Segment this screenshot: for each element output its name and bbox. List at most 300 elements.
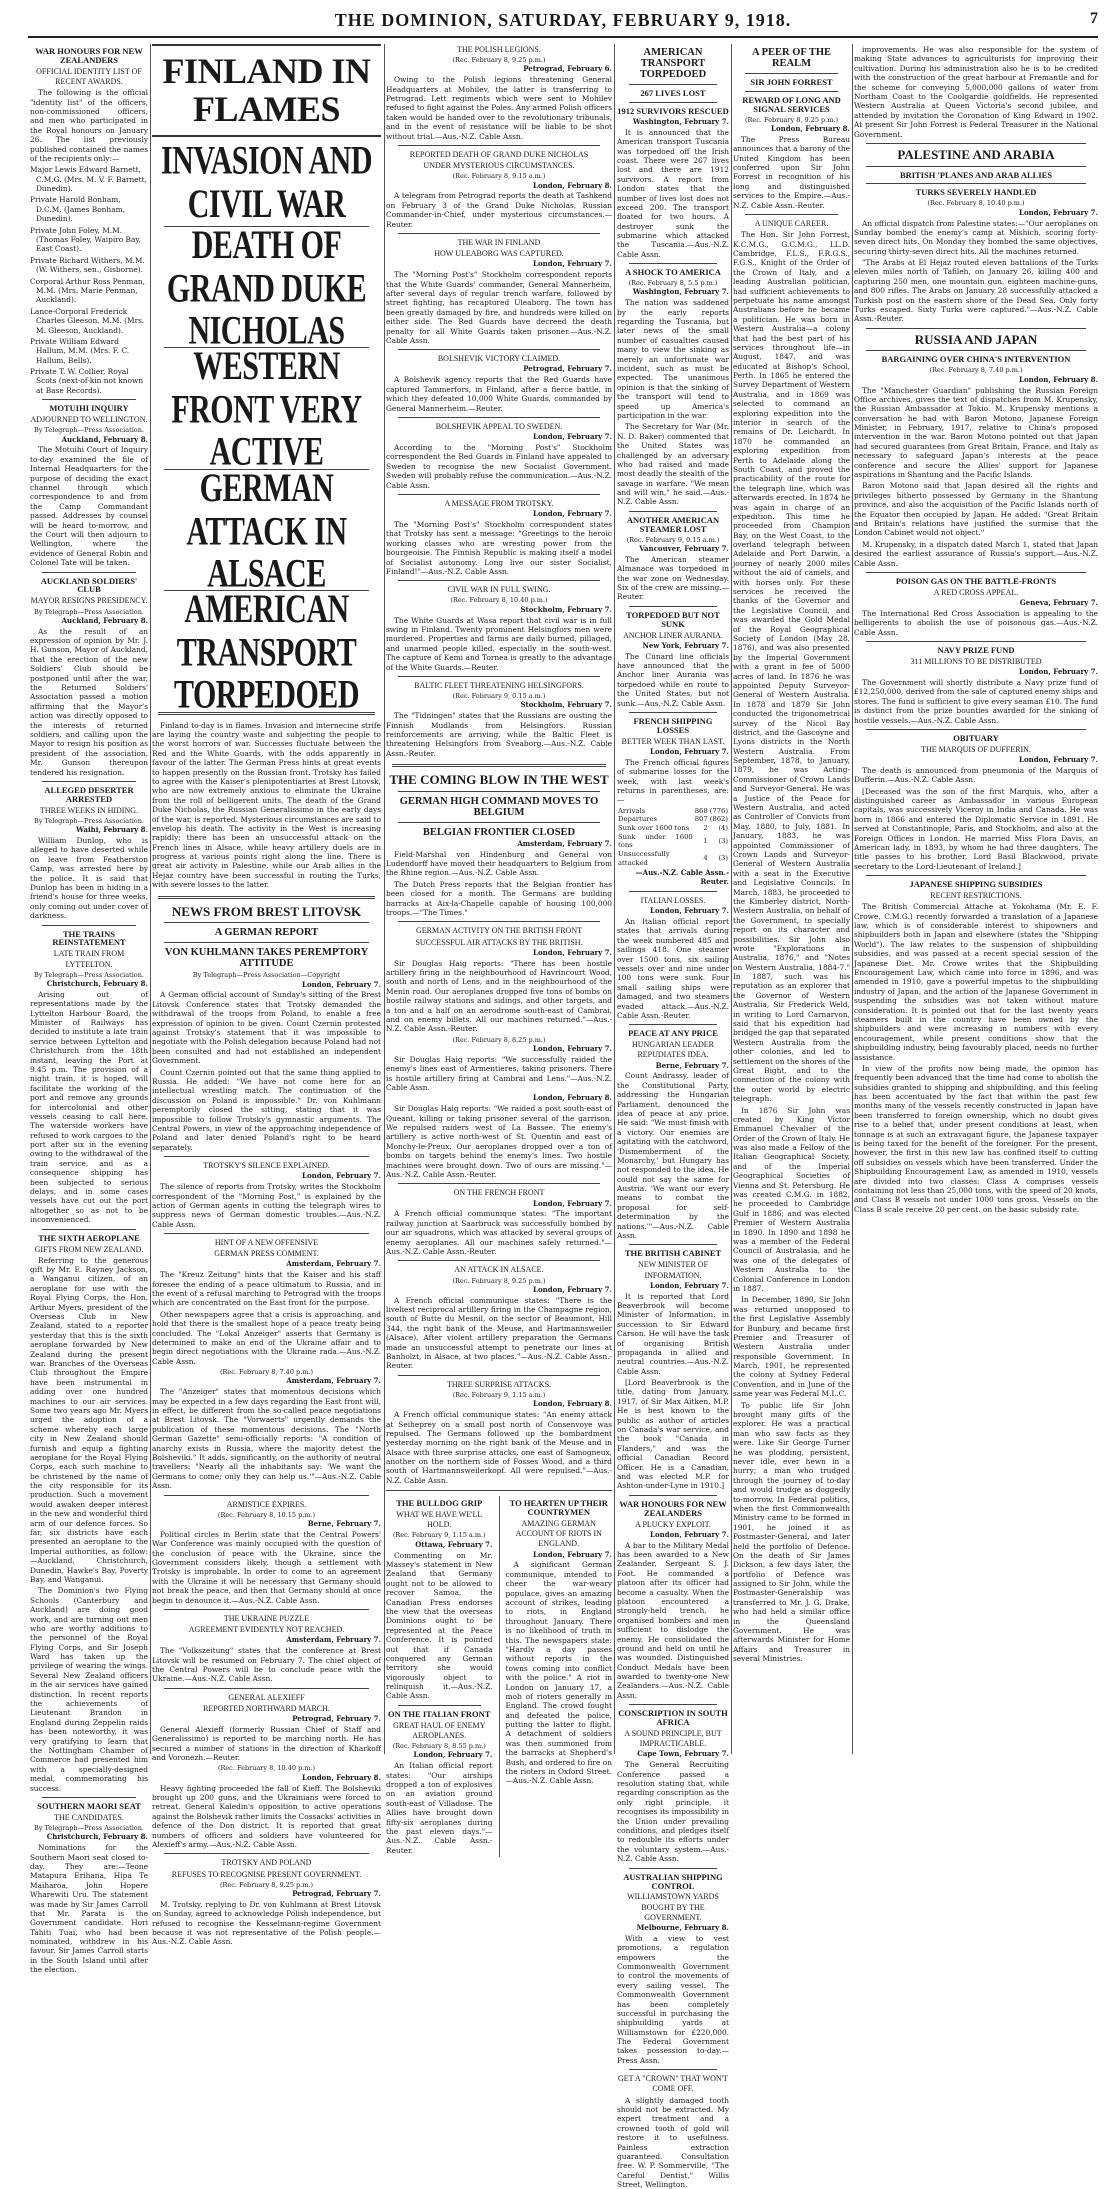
table-cell: 807 (694, 815, 708, 824)
dateline: London, February 7. (650, 1280, 729, 1290)
dateline: London, February 8. (1019, 374, 1098, 384)
article-body: The Motuihi Court of Inquiry to-day examined the file of Internal Headquarters for the purpose of deciding the exact channel through which correspondence to and from the Camp Commandant passed. Addresses by counsel will be heard to-morrow, and the Court will then adjourn to Wellington, where the evidence of General Robin and Colonel Tate will be taken. (30, 445, 148, 568)
divider (629, 2069, 717, 2070)
deck-headline: INVASION AND CIVIL WAR (160, 138, 372, 226)
subheadline: ANCHOR LINER AURANIA. (623, 630, 723, 640)
credit-line: By Telegraph—Press Association. (34, 1824, 144, 1833)
article-body: Owing to the Polish legions threatening General Headquarters at Mohilev, the latter is transferring to Petrograd. Lett regiments which were sent to Mohilev refused to fight against the Poles. Any armed Polish officers taken would be handed over to the revolutionary tribunals, and in the event of resistance will be liable to be shot without trial.—Aus.-N.Z. Cable Assn. (386, 75, 612, 141)
article-body: Nominations for the Southern Maori seat closed to-day. They are:—Teone Matapura Erihana, Hipa Te Maiharoa, John Hopere Wharewiti Uru. The statement was made by Sir James Carroll that Mr. Parata is the Government candidate. Hori Tahiti Tuai, who had been nominated, withdrew in his favour. Sir James Carroll starts in the South Island until after the election. (30, 1843, 148, 1975)
article-steamer-lost (617, 516, 729, 602)
headline: ITALIAN LOSSES. (640, 895, 706, 905)
dateline: Auckland, February 8. (61, 434, 148, 444)
dateline: Amsterdam, February 7. (286, 1376, 381, 1386)
received-line: (Rec. February 8, 5.5 p.m.) (628, 279, 718, 288)
headline: JAPANESE SHIPPING SUBSIDIES (909, 879, 1043, 890)
divider (866, 641, 1086, 642)
subheadline: GREAT HAUL OF ENEMY AEROPLANES. (393, 1720, 486, 1740)
article-aurania (617, 611, 729, 708)
article-palestine-arabia (854, 148, 1098, 324)
table-cell: 868 (694, 806, 708, 815)
headline: REPORTED DEATH OF GRAND DUKE NICHOLAS (409, 150, 589, 160)
subheadline: REFUSES TO RECOGNISE PRESENT GOVERNMENT. (171, 1869, 362, 1879)
article-body: The death is announced from pneumonia of the Marquis of Dufferin.—Aus.-N.Z. Cable Assn. (854, 765, 1098, 785)
subheadline: 311 MILLIONS TO BE DISTRIBUTED (910, 656, 1042, 666)
article-body: According to the "Morning Post's" Stockholm correspondent the Red Guards in Finland have appealed to Sweden to recognise the new Socialist Government. Sweden will probably refuse the communication.—Aus.-N.Z. Cable Assn. (386, 442, 612, 490)
dateline: New York, February 7. (642, 640, 729, 650)
article-body: Count Czernin pointed out that the same thing applied to Russia. He added: "We have not come here for an intellectual wrestling match. The continuation of the discussion on Poland is impossible." Dr. von Kuhlmann peremptorily closed the sitting, stating that it was impossible to follow Trotsky's gymnastic arguments. The Central Powers, in view of the approaching independence of Poland and later denied Poland's right to be heard separately. (152, 1067, 381, 1152)
article-aeroplane (30, 1234, 148, 1793)
honour-entry: Major Lewis Edward Barnett, C.M.G. (Mrs. M. V. F. Barnett, Dunedin). (30, 165, 147, 194)
credit-line: By Telegraph—Press Association. (34, 426, 144, 435)
article-body: William Dunlop, who is alleged to have deserted while on leave from Featherston Camp, was arrested here by the police. It is said that Dunlop has been in hiding in a friend's house for three weeks, only coming out under cover of darkness. (30, 836, 148, 921)
article-body: In December, 1890, Sir John was returned unopposed to the first Legislative Assembly for Bunbury, and became first Premier and Treasurer of Western Australia under responsible Government. In March, 1901, he represented the colony at Sydney Federal Convention, and in June of the same year was Federal M.L.C. (733, 1295, 850, 1399)
article-body: As the result of an expression of opinion by Mr. J. H. Gunson, Mayor of Auckland, that the erection of the new Soldiers' Club should be postponed until after the war, the Returned Soldiers' Association passed a motion affirming that the Mayor's action was directly opposed to the interests of returned soldiers, and calling upon the Mayor to resign his position as president of the association. Mr. Gunson thereupon tendered his resignation. (30, 626, 148, 777)
table-cell: (776) (709, 806, 728, 815)
table-row (617, 833, 729, 850)
headline: THE UKRAINE PUZZLE (223, 1613, 310, 1623)
subheadline: AMAZING GERMAN ACCOUNT OF RIOTS IN ENGLAND. (515, 1519, 602, 1549)
dateline: Amsterdam, February 7. (286, 1259, 381, 1269)
honour-entry: Corporal Arthur Ross Penman, M.M. (Mrs. Marie Penman, Auckland). (30, 276, 145, 305)
table-cell: Departures (618, 815, 657, 824)
article-body: "The Arabs at El Hejaz routed eleven battalions of the Turks eleven miles north of Tafileh, on January 26, killing 400 and capturing 250 men, one mountain gun, eighteen machine-guns, and 800 rifles. The Arabs on January 28 successfully attacked a Turkish post on the eastern shore of the Dead Sea. Only forty Turks escaped. Sixty Turks were captured."—Aus.-N.Z. Cable Assn.-Reuter. (854, 258, 1098, 324)
divider (629, 891, 717, 892)
headline: WAR HONOURS FOR NEW ZEALANDERS (619, 1498, 727, 1518)
article-body: The "Morning Post's" Stockholm correspondent states that Trotsky has sent a message: "Greetings to the heroic working classes who are wresting power from the bourgeoisie. The Finnish Republic is making itself a model of Socialist autonomy. Long live our sister Socialist, Finland!"—Aus.-N.Z. Cable Assn. (386, 519, 612, 576)
article-armistice (152, 1500, 381, 1605)
dateline: London, February 8. (533, 1399, 612, 1409)
dateline: Washington, February 7. (632, 287, 729, 297)
dateline: London, February 7. (1019, 755, 1098, 765)
article-body: General Alexieff (formerly Russian Chief of Staff and Generalissimo) is reported to be marching north. He has secured a number of stations in the direction of Kharkoff and Voronezh.—Reuter. (152, 1724, 381, 1763)
dateline: London, February 8. (533, 180, 612, 190)
article-body: The "Anzeiger" states that momentous decisions which may be expected in a few days regarding the East front will, in effect, be different from the so-called peace negotiations at Brest Litovsk. The "Vorwaerts" urgently demands the publication of these momentous decisions. The "North German Gazette" semi-officially reports: "A condition of anarchy exists in Russia, where the majority detest the Bolsheviki." It adds, significantly, on the authority of neutral travellers: "Nearly all the inhabitants say: 'We want the Germans to come; only they can help us.'"—Aus.-N.Z. Cable Assn. (152, 1387, 381, 1491)
headline: ON THE FRENCH FRONT (453, 1188, 545, 1198)
received-line: (Rec. February 9, 0.15 a.m.) (452, 692, 546, 701)
article-body: Sir Douglas Haig reports: "We raided a post south-east of Queant, killing or taking prisoner several of the garrison. We repulsed raiders west of La Bassee. The enemy's artillery is active north-west of St. Quentin and east of Monchy-le-Preux. Our aeroplanes dropped over a ton of bombs on targets behind the enemy's lines. Two hostile machines were brought down. Two of ours are missing."—Aus.-N.Z. Cable Assn.-Reuter. (386, 1104, 612, 1180)
dateline: Petrograd, February 7. (523, 364, 612, 374)
dateline: Stockholm, February 7. (520, 700, 612, 710)
article-american-transport (617, 47, 729, 259)
dateline: London, February 7. (533, 947, 612, 957)
table-cell: (4) (718, 824, 728, 833)
headline: THREE SURPRISE ATTACKS. (446, 1379, 552, 1389)
article-body: The General Recruiting Conference passed a resolution stating that, while regarding conscription as the only right principle, it recognises its impossibility in the Union under prevailing conditions, and pledges itself to redouble its efforts under the voluntary system.—Aus.-N.Z. Cable Assn. (617, 1760, 729, 1864)
article-shipping-subsidies (854, 880, 1098, 1214)
subheadline: THE MARQUIS OF DUFFERIN. (921, 744, 1031, 754)
article-body: In view of the profits now being made, the opinion has frequently been advanced that the time had come to abolish the subsidies granted to shipping and shipbuilding, and this feeling has been accentuated by the fact that within the past few months many of the vessels recently constructed in Japan have been transferred to foreign ownership, which no doubt gives rise to a belief that, under present conditions at least, when tonnage is at such an extravagant figure, the Japanese taxpayer is being taxed for the benefit of the foreigner. For the present, however, the first in this new law has confined itself to cutting off subsidies on vessels which have been transferred. Under the Shipbuilding Encouragement Law, as amended in 1910, vessels are divided into two classes: Class A comprises vessels containing not less than 25,000 tons, with the speed of 20 knots, and Class B vessels not under 1000 tons gross. Vessels on the Class B scale receive 20 per cent. on the basic subsidy rate. (854, 1063, 1098, 1214)
table-cell: Sunk over 1600 tons (618, 824, 690, 833)
dateline: Berne, February 7. (655, 1060, 729, 1070)
divider (398, 349, 600, 350)
article-body: The silence of reports from Trotsky, writes the Stockholm correspondent of the "Morning Post," is explained by the action of German agents in cutting the telegraph wires to suppress news of German domestic troubles.—Aus.-N.Z. Cable Assn. (152, 1182, 381, 1229)
ad-headline: GET A "CROWN" THAT WON'T COME OFF. (617, 2074, 729, 2094)
table-cell: 4 (703, 854, 708, 863)
table-cell: (3) (718, 854, 728, 863)
article-body: Heavy fighting proceeded the fall of Kieff. The Bolsheviki brought up 200 guns, and the Ukrainians were forced to retreat. General Kaledin's opposition to active operations against the Bolshevik rather limits the Cossacks' activities in defence of the Don district. It is reported that great numbers of officers and soldiers have volunteered for Alexieff's army.—Aus.-N.Z. Cable Assn. (152, 1783, 381, 1849)
article-body: [Deceased was the son of the first Marquis, who, after a distinguished career as Ambassador in various European capitals, was successively Viceroy in India and Canada. He was born in 1866 and entered the Diplomatic Service in 1891. He served at Constantinople, Paris, and Stockholm, and also at the Foreign Offices in London. He married Miss Flora Davis, an American lady, in 1893, by whom he had three daughters. The title passes to his brother, Lord Basil Blackwood, private secretary to the Lord-Lieutenant of Ireland.] (854, 786, 1098, 871)
headline: ALLEGED DESERTER ARRESTED (44, 784, 134, 804)
divider (745, 73, 838, 74)
dateline: Christchurch, February 8. (46, 978, 148, 988)
article-peer-realm (733, 47, 850, 210)
divider (164, 942, 369, 943)
subheadline: ADJOURNED TO WELLINGTON. (30, 415, 148, 425)
divider (398, 921, 600, 922)
divider (629, 1868, 717, 1869)
subheadline: A RED CROSS APPEAL. (933, 587, 1019, 597)
subheadline: A PLUCKY EXPLOIT. (635, 1519, 711, 1529)
headline: OBITUARY (953, 732, 999, 743)
article-body: A French official communique states: "An enemy attack at Seiheprey on a small post north of Consenvoye was repulsed. The Germans followed up the bombardment yesterday morning on the right bank of the Meuse and in Alsace with three surprise attacks, one east of Samogneux, another on the northern side of Fosses Wood, and a third south of Hartmannsweilerkopf. All were repulsed."—Aus.-N.Z. Cable Assn. (386, 1410, 612, 1485)
article-hearten-countrymen (506, 1499, 613, 1786)
headline: NAVY PRIZE FUND (937, 645, 1015, 656)
article-body: The French official figures of submarine losses for the week, with last week's returns in parentheses, are:— (617, 757, 729, 805)
divider (629, 712, 717, 713)
article-navy-prize (854, 646, 1098, 725)
headline: AN ATTACK IN ALSACE. (454, 1265, 544, 1275)
dateline: Petrograd, February 7. (292, 1714, 381, 1724)
split-section (386, 1496, 612, 1857)
divider (398, 1705, 481, 1706)
honour-entry: Private William Edward Hallum, M.M. (Mrs. F. C. Hallum, Bells). (30, 336, 130, 365)
divider (866, 350, 1086, 351)
headline: PALESTINE AND ARABIA (897, 146, 1055, 162)
headline: THE POLISH LEGIONS. (457, 45, 541, 54)
article-body: Sir Douglas Haig reports: "There has been hostile artillery firing in the neighbourhood of Havrincourt Wood, south and north of Lens, and in the neighbourhood of the Menin road. Our aeroplanes dropped five tons of bombs on hostile railway stations and sidings, and other targets, and a ton and a half on an aerodrome south-east of Cambrai, and on enemy billets. All our machines returned."—Aus.-N.Z. Cable Assn.-Reuter. (386, 958, 612, 1034)
article-body: In 1876 Sir John was created by King Victor Emmanuel Chevalier of the Order of the Crown of Italy. He was also made a Fellow of the Italian Geographical Society, and of the Imperial Geographical Societies of Vienna and St. Petersburg. He was created C.M.G. in 1882, he proceeded to Cambridge Gulf in 1886; and was elected Premier of Western Australia in 1890. In 1890 and 1898 he was a member of the Federal Council of Australasia, and he was one of the delegates of Western Australia to the Colonial Conference in London in 1887. (733, 1105, 850, 1293)
headline: NEWS FROM BREST LITOVSK (171, 903, 362, 919)
dateline: London, February 7. (533, 1044, 612, 1053)
credit-line: By Telegraph—Press Association. (34, 816, 144, 825)
received-line: (Rec. February 8, 8.25 p.m.) (452, 1035, 546, 1044)
subheadline: REWARD OF LONG AND SIGNAL SERVICES (742, 94, 841, 114)
subheadline: A GERMAN REPORT (214, 927, 319, 939)
subheadline: GERMAN PRESS COMMENT. (214, 1249, 319, 1259)
article-body: M. Trotsky, replying to Dr. von Kuhlmann at Brest Litovsk on Sunday, agreed to acknowledge Polish independence, but refused to recognise the Kesselmann-regime Government because it was not representative of the Polish people.—Aus.-N.Z. Cable Assn. (152, 1899, 381, 1947)
headline: THE SIXTH AEROPLANE (38, 1232, 140, 1243)
dateline: Berne, February 7. (307, 1518, 381, 1528)
article-body: [Lord Beaverbrook is the title, dating from January, 1917, of Sir Max Aitken, M.P. He is best known to the public as author of articles on Canada's war service, and the book "Canada in Flanders," and was the official Canadian Record Officer. He is a Canadian, and was elected M.P. for Ashton-under-Lyne in 1910.] (617, 1378, 729, 1491)
article-body: The "Kreuz Zeitung" hints that the Kaiser and his staff foresee the ending of a peace ultimatum to Russia, and in the event of a refusal marching to Petrograd with the troops which are concentrated on the East front for the purpose. (152, 1270, 381, 1308)
headline: GERMAN ACTIVITY ON THE BRITISH FRONT (416, 926, 582, 936)
article-body: The Dutch Press reports that the Belgian frontier has been closed for a month. The Germans are building barracks at Aix-la-Chapelle capable of housing 100,000 troops.—"The Times." (386, 879, 612, 918)
deck-headline: GERMAN ATTACK IN ALSACE (186, 465, 347, 596)
divider (629, 1024, 717, 1025)
subheadline: SUCCESSFUL AIR ATTACKS BY THE BRITISH. (415, 937, 583, 947)
masthead (28, 10, 1098, 38)
headline: A SHOCK TO AMERICA (625, 267, 721, 278)
subheadline: BELGIAN FRONTIER CLOSED (422, 826, 576, 838)
divider (629, 606, 717, 607)
article-surprise-attacks (386, 1380, 612, 1485)
headline: A PEER OF THE REALM (751, 47, 832, 70)
article-italian-front (386, 1710, 493, 1855)
divider (386, 1490, 612, 1491)
received-line: (Rec. February 8, 10.15 p.m.) (217, 1510, 316, 1519)
dateline: Waihi, February 8. (76, 825, 148, 835)
subheadline: THREE WEEKS IN HIDING. (39, 805, 139, 815)
headline: ARMISTICE EXPIRES. (226, 1499, 307, 1509)
column-6 (854, 44, 1098, 1754)
subheadline: OFFICIAL IDENTITY LIST OF RECENT AWARDS. (36, 66, 142, 86)
dateline: London, February 7. (302, 1171, 381, 1181)
summary-body: Finland to-day is in flames. Invasion and internecine strife are laying the country waste and subjecting the people to the worst horrors of war. Successes fluctuate between the Red and the White Guards, with the odds apparently in favour of the latter. The German Press hints at great events to happen presently on the Russian front. Trotsky has failed to agree with the Kaiser's plenipotentiaries at Brest Litovsk, who are now extremely anxious to eliminate the Ukraine from the roll of belligerent units. The death of the Grand Duke Nicholas, the Russian Generalissimo in the early days of the war, is reported. Mysterious circumstances are said to envelop his death. The activity in the West is increasing rapidly; there has been an unsuccessful attack on the French lines in Alsace, while heavy artillery duels are in progress at various points right along the line. There is great air activity in Palestine, while our Arab allies in the Hejaz country have been successful in routing the Turks, with severe losses to the latter. (152, 720, 381, 890)
headline: CIVIL WAR IN FULL SWING. (447, 585, 551, 595)
credit-line: By Telegraph—Press Association—Copyright (192, 971, 341, 980)
headline: THE COMING BLOW IN THE WEST (389, 772, 609, 788)
divider (164, 1688, 369, 1689)
divider (866, 166, 1086, 167)
divider (398, 494, 600, 495)
table-row (617, 807, 729, 816)
dateline: London, February 7. (533, 1284, 612, 1294)
headline: POISON GAS ON THE BATTLE-FRONTS (895, 575, 1057, 586)
subheadline: 267 LIVES LOST (640, 88, 706, 99)
honour-entry: Private T. W. Collier, Royal Scots (next-of-kin not known at Base Records). (30, 367, 144, 395)
honour-entry: Private Richard Withers, M.M. (W. Withers, sen., Gisborne). (30, 255, 145, 275)
divider (629, 102, 717, 103)
article-russia-japan (854, 333, 1098, 568)
article-body: Referring to the generous gift by Mr. E. Rayney Jackson, a Wanganui citizen, of an aeroplane for use with the Royal Flying Corps, the Hon. Arthur Myers, president of the Overseas Club in New Zealand, stated to a reporter yesterday that this is the sixth aeroplane forwarded by New Zealand during the present war. Branches of the Overseas Club throughout the Empire have been instrumental in adding over one hundred machines to our air services. Some two years ago Mr. Myers urged the adoption of a scheme whereby each large city in New Zealand should furnish and equip a fighting aeroplane for the Royal Flying Corps, each such machine to be christened by the name of the city responsible for its production. Such a movement would awaken deeper interest in the new and wonderful third arm of our defence forces. So far, six districts have each presented an aeroplane to the Imperial authorities, as follow:—Auckland, Christchurch, Dunedin, Hawke's Bay, Poverty Bay, and Wanganui. (30, 1255, 148, 1584)
subheadline: REPORTED NORTHWARD MARCH. (203, 1703, 330, 1713)
column-5 (733, 44, 850, 1754)
article-body: It is announced that the American transport Tuscania was torpedoed off the Irish coast. There were 267 lives lost and there are 1912 survivors. A report from London states that the number of lives lost does not exceed 200. The transport floated for two hours. A destroyer sunk the submarine which attacked the Tuscania.—Aus.-N.Z. Cable Assn. (617, 127, 729, 259)
received-line: (Rec. February 8, 9.25 p.m.) (452, 1276, 546, 1285)
article-obituary (854, 734, 1098, 871)
dateline: London, February 7. (533, 259, 612, 269)
article-body: It is reported that Lord Beaverbrook will become Minister of Information, in succession to Sir Edward Carson. He will have the task of organising British propaganda in allied and neutral countries.—Aus.-N.Z. Cable Assn. (617, 1291, 729, 1376)
headline: AUSTRALIAN SHIPPING CONTROL (623, 1871, 723, 1891)
article-body: The Hon. Sir John Forrest, K.C.M.G., G.C.M.G., LL.D. Cambridge, F.L.S., F.R.G.S., F.G.S., Knight of the Order of the Crown of Italy, and a leading Australian politician, had sufficient achievements to perpetuate his name amongst Australians before he became a politician. He was born in Western Australia—a colony that had the best part of his services throughout life—in August, 1847, and was educated at Bishop's School, Perth. In 1865 he entered the Survey Department of Western Australia, and in 1869 was selected to command an exploring expedition into the interior in search of the remains of Dr. Leichardt. In 1870 he commanded an exploring expedition from Perth to Adelaide along the South Coast, and proved the practicability of the route for the telegraph line, which was afterwards erected. In 1874 he was again in charge of an expedition. This time he proceeded from Champion Bay, on the West Coast, to the overland telegraph between Adelaide and Port Darwin, a journey of nearly 2000 miles without the aid of camels, and with horses only. For these services he received the thanks of the Governor and the Legislative Council, and was awarded the Gold Medal of the Royal Geographical Society of London (May 28, 1876), and was also presented by the Imperial Government with a grant in fee of 5000 acres of land. In 1876 he was appointed Deputy Surveyor-General of Western Australia. In 1878 and 1879 Sir John conducted the trigonometrical survey of the Nicol Bay district, and the Gascoyne and Lyons districts in the North Western Australia. From September, 1878, to January, 1879, he was Acting-Commissioner of Crown Lands and Surveyor-General. He was a Justice of the Peace for Western Australia, and acted as Controller of Convicts from May, 1880, to July, 1881. In January, 1883, he was appointed Commissioner of Crown Lands and Surveyor-General of Western Australia with a seat in the Executive and Legislative Councils. In March, 1883, he proceeded to the Kimberley district, North-Western Australia, on behalf of the Government, to specially report on its character and possibilities. Sir John also wrote "Explorations in Australia, 1876," and "Notes on Western Australia, 1884-7." In 1887, such was his reputation as an explorer that the Governor of Western Australia, Sir Frederick Weld, in writing to Lord Carnarvon, said that his expedition had bridged the gap that separated Western Australia from the other colonies, and led to settlement on the shores of the Great Bight, and to the connection of the colony with the outer world by electric telegraph. (733, 230, 851, 1104)
divider (398, 580, 600, 581)
subheadline: 1912 SURVIVORS RESCUED (617, 105, 729, 116)
article-body: Arising out of representations made by the Lyttelton Harbour Board, the Minister of Railways has decided to institute a late train service between Lyttelton and Christchurch from the 18th instant, leaving the Port at 9.45 p.m. The provision of a night train, it is hoped, will facilitate the working of the port and remove any grounds for intercolonial and other vessels ceasing to call here. The waterside workers have refused to work cargoes to the port after six in the evening owing to the withdrawal of the train service, and as a consequence shipping has been subjected to serious delays, and in some cases vessels have cut out the port altogether so as not to be inconvenienced. (30, 989, 148, 1225)
divider (42, 399, 136, 400)
article-body: An Italian official report states: "Our airships dropped a ton of explosives on an aviation ground south-east of Villadose. The Allies have brought down fifty-six aeroplanes during the past eleven days."—Aus.-N.Z. Cable Assn.-Reuter. (386, 1761, 493, 1855)
received-line: (Rec. February 8, 9.15 a.m.) (452, 172, 546, 181)
divider (866, 729, 1086, 730)
article-deserter (30, 786, 148, 921)
article-trotsky-silence (152, 1161, 381, 1229)
article-body: The Dominion's two Flying Schools (Canterbury and Auckland) are doing good work, and are turning out men who are worthy additions to the personnel of the Royal Flying Corps, and Sir Joseph Ward has taken up the privilege of wearing the wings. Several New Zealand officers in the air services have gained distinction. In recent reports the achievements of Lieutenant Brandon in England during Zeppelin raids has been noteworthy, it was very gratifying to learn that the Nottingham Chamber of Commerce had presented him with a specially-designed medal, commemorating his success. (30, 1586, 148, 1793)
article-new-offensive (152, 1238, 381, 1491)
article-body: The Press Bureau announces that a barony of the United Kingdom has been conferred upon Sir John Forrest in recognition of his long and distinguished services to the Empire.—Aus.-N.Z. Cable Assn.-Reuter. (733, 134, 850, 210)
article-body: The British Commercial Attache at Yokohama (Mr. E. F. Crowe, C.M.G.) recently forwarded a translation of a Japanese law, which is of considerable interest to shipowners and shipbuilders both in Japan and elsewhere (states the "Shipping World"). The law relates to the suspension of shipbuilding subsidies, and was passed at a recent special session of the Japanese Diet. Mr. Crowe writes that the Shipbuilding Encouragement Law, which came into force in 1896, and was amended in 1910, gave a powerful impetus to the shipbuilding industry of Japan, and the action of the Japanese Government in suspending the subsidies was not taken without mature consideration. It is pointed out that for the last twenty years steamers built in the country have been owned by the shipbuilders and were increasing in numbers with every encouragement, while present conditions show that the shipbuilding industry, being favourably placed, needs no further assistance. (854, 902, 1098, 1062)
received-line: (Rec. February 8, 8.55 p.m.) (392, 1742, 486, 1751)
article-french-shipping (617, 717, 729, 887)
dateline: London, February 7. (413, 1750, 493, 1760)
article-civil-war (386, 585, 612, 672)
article-body: To public life Sir John brought many gifts of the explorer. He was a practical man who saw facts as they were. Like Sir George Turner he was plodding, persistent, never idle, ever hewn in a hurry; a man who trudged through the journey of to-day and would trudge as doggedly to-morrow. In Federal politics, when the first Commonwealth Ministry came to be formed in 1901, he joined it as Postmaster-General, and later held the portfolio of Defence. On the death of Sir James Dickson, a few days later, the portfolio of Defence was assigned to Sir John, while the Postmaster-Generalship was transferred to Mr. J. G. Drake, who had held a similar office in the Queensland Government. He was afterwards Minister for Home Affairs and Treasurer in several Ministries. (733, 1400, 850, 1664)
dateline: Petrograd, February 7. (292, 1888, 381, 1898)
column-rule (150, 44, 151, 1754)
article-trains (30, 930, 148, 1225)
subheadline: HOW ULEABORG WAS CAPTURED. (434, 249, 564, 259)
subheadline: NEW MINISTER OF INFORMATION. (637, 1260, 709, 1280)
divider (866, 183, 1086, 184)
dateline: Christchurch, February 8. (46, 1832, 148, 1842)
table-cell: 1 (703, 837, 708, 846)
dateline: London, February 7. (533, 509, 612, 519)
divider (745, 91, 838, 92)
article-body: The "Morning Post's" Stockholm correspondent reports that the White Guards' commander, General Mannerheim, after several days of regular trench warfare, followed by street fighting, has recaptured Uleaborg. The town has been greatly damaged by fire, and hundreds were killed on either side. The Red Guards have decreed the death penalty for all White Guards taken prisoner.—Aus.-N.Z. Cable Assn. (386, 270, 612, 345)
article-baltic-fleet (386, 681, 612, 758)
divider (398, 791, 600, 792)
article-poison-gas (854, 577, 1098, 637)
article-body: The "Manchester Guardian" publishing the Russian Foreign Office archives, gives the text of dispatches from M. Krupensky, the Russian Ambassador at Tokio. M. Krupensky mentions a conversation he had with Baron Motono, Japanese Foreign Minister, in February, 1917, relative to China's proposed intervention in the war. Baron Motono pointed out that Japan had secured guarantees from Great Britain, France, and Italy as necessary to safeguard Japan's interests at the peace conference and secure the Allies' support for Japanese aspirations in Shantung and the Pacific Islands. (854, 385, 1098, 480)
received-line: (Rec. February 9, 1.15 a.m.) (452, 1390, 546, 1399)
divider (158, 896, 375, 899)
article-body: The Secretary for War (Mr. N. D. Baker) commented that the United States was challenged by an adversary who had raised and made most deadly the stealth of the savage in warfare. "We mean and will win," he said.—Aus.-N.Z. Cable Assn. (617, 422, 729, 507)
received-line: (Rec. February 8, 9.25 p.m.) (744, 115, 839, 124)
table-row (617, 824, 729, 833)
article-body: The American steamer Almanace was torpedoed in the war zone on Wednesday. Six of the crew are missing.—Reuter. (617, 554, 729, 602)
divider (164, 1233, 369, 1234)
dateline: London, February 7. (533, 432, 612, 442)
article-motuihi (30, 404, 148, 567)
headline: SOUTHERN MAORI SEAT (37, 1800, 141, 1811)
divider (164, 1495, 369, 1496)
dateline: Cape Town, February 7. (637, 1749, 729, 1759)
divider (398, 417, 600, 418)
article-body: The Government will shortly distribute a Navy prize fund of £12,250,000, derived from the sale of captured enemy ships and stores. The fund is sufficient to give every seaman £10. The fund is distinct from the prize bounties awarded for the sinking of hostile vessels.—Aus.-N.Z. Cable Assn. (854, 678, 1098, 725)
page-number: 7 (1090, 10, 1098, 27)
divider (42, 1797, 136, 1798)
headline: TORPEDOED BUT NOT SUNK (626, 609, 720, 629)
article-body: The following is the official "identity list" of the officers, non-commissioned officers, and men who participated in the Royal honours on January 26. The list previously published contained the names of the recipients only:— (30, 88, 148, 163)
article-body: Commenting on Mr. Massey's statement in New Zealand that Germany ought not to be allowed to recover Samoa, the Canadian Press endorses the view that the overseas Dominions ought to be represented at the Peace Conference. It is pointed out that if Canada conquered any German territory she would vigorously object to relinquish it.—Aus.-N.Z. Cable Assn. (386, 1550, 493, 1701)
headline: CONSCRIPTION IN SOUTH AFRICA (618, 1708, 728, 1728)
divider (629, 1244, 717, 1245)
column-rule (614, 44, 615, 1754)
ad-body: A slightly damaged tooth should not be extracted. My expert treatment and a crowned tooth of gold will restore it to usefulness. Painless extraction guaranteed. Consultation free. W. P. Sommerville, "The Careful Dentist," Willis Street, Wellington. (617, 2095, 729, 2189)
divider (745, 214, 838, 215)
article-appeal-sweden (386, 422, 612, 490)
subheadline: UNDER MYSTERIOUS CIRCUMSTANCES. (423, 161, 575, 171)
column-2 (152, 44, 381, 1947)
headline: FRENCH SHIPPING LOSSES (633, 716, 713, 735)
article-shipping-control (617, 1873, 729, 2066)
article-french-front (386, 1188, 612, 1256)
subheadline: LATE TRAIN FROM LYTTELTON. (53, 949, 125, 969)
subheadline: AGREEMENT EVIDENTLY NOT REACHED. (188, 1625, 345, 1635)
headline: ON THE ITALIAN FRONT (388, 1708, 491, 1719)
article-coming-blow (386, 773, 612, 917)
article-war-honours (30, 47, 148, 395)
subheadline: BRITISH 'PLANES AND ARAB ALLIES (899, 169, 1053, 180)
headline: MOTUIHI INQUIRY (49, 403, 129, 414)
credit-line: By Telegraph—Press Association. (34, 607, 144, 616)
headline: THE BRITISH CABINET (624, 1248, 722, 1259)
article-body: The "Volkszeitung" states that the conference at Brest Litovsk will be resumed on February 7. The chief object of the Central Powers will be to conclude peace with the Ukraine.—Aus.-N.Z. Cable Assn. (152, 1646, 381, 1684)
headline: THE TRAINS REINSTATEMENT (52, 928, 126, 948)
dateline: Ottawa, February 7. (415, 1539, 493, 1549)
column-1 (30, 44, 148, 1975)
lead-headline: FINLAND IN FLAMES (162, 51, 371, 129)
headline: AUCKLAND SOLDIERS' CLUB (40, 575, 138, 595)
headline: GENERAL ALEXIEFF (228, 1692, 305, 1702)
honour-entry: Private John Foley, M.M. (Thomas Foley, Waipiro Bay, East Coast). (30, 225, 141, 254)
dateline: Washington, February 7. (632, 116, 729, 126)
dateline: Amsterdam, February 7. (517, 838, 612, 848)
divider (398, 145, 600, 146)
dateline: Amsterdam, February 7. (286, 1635, 381, 1645)
subheadline: GIFTS FROM NEW ZEALAND. (34, 1244, 144, 1254)
article-body: A significant German communique, intended to cheer the war-weary populace, gives an amazing account of strikes, leading to riots, in England throughout January. There is no likelihood of truth in this. The newspapers state: "Hardly a day passes without reports in the towns coming into conflict with the police." A riot in London on January 17, a mob of rioters generally in England. The crowd fought and defeated the police, putting the latter to flight. A detachment of soldiers was then summoned from the barracks at Shepherd's Bush, and ordered to fire on the rioters in Oxford Street.—Aus.-N.Z. Cable Assn. (505, 1560, 612, 1786)
dateline: Melbourne, February 8. (636, 1922, 729, 1932)
subheadline: GERMAN HIGH COMMAND MOVES TO BELGIUM (399, 795, 599, 818)
credit-line: —Aus.-N.Z. Cable Assn.-Reuter. (635, 868, 729, 887)
subheadline: RECENT RESTRICTIONS. (930, 891, 1022, 901)
subheadline: BETTER WEEK THAN LAST. (621, 736, 725, 746)
received-line: (Rec. February 8, 10.40 p.m.) (450, 596, 548, 605)
article-nz-honours (617, 1500, 729, 1701)
credit-line: By Telegraph—Press Association. (34, 970, 144, 979)
table-row (617, 850, 729, 867)
received-line: (Rec. February 8, 9.25 p.m.) (452, 56, 546, 65)
divider (164, 1609, 369, 1610)
article-continuation: improvements. He was also responsible for the system of making State advances to agriculturists for improving their cultivation. During his administration also he is to be credited with the construction of the great harbour at Fremantle and for the scheme for conveying 5,000,000 gallons of water from Northam Coast to the Coolgardie goldfields. He represented Western Australia at Queen Victoria's second jubilee, and attended by invitation the Coronation of King Edward in 1902. At present Sir John Forrest is Federal Treasurer in the National Government. (854, 45, 1098, 139)
column-rule (852, 44, 853, 1754)
table-cell: Arrivals (618, 806, 646, 815)
table-cell: (3) (718, 837, 728, 846)
deck-headline: WESTERN FRONT VERY ACTIVE (171, 344, 362, 474)
divider (629, 1495, 717, 1496)
table-cell: 2 (703, 824, 708, 833)
article-body: A telegram from Petrograd reports the death at Tashkend on February 3 of the Grand Duke Nicholas, Russian Commander-in-Chief, under mysterious circumstances.—Reuter. (386, 191, 612, 229)
headline: TO HEARTEN UP THEIR COUNTRYMEN (509, 1498, 608, 1518)
received-line: (Rec. February 9, 0.15 a.m.) (626, 535, 720, 544)
divider (398, 676, 600, 677)
shipping-table (617, 807, 729, 867)
dateline: London, February 8. (771, 124, 850, 134)
article-auckland-club (30, 577, 148, 777)
article-trotsky-poland (152, 1858, 381, 1946)
dateline: Petrograd, February 6. (523, 64, 612, 74)
article-body: Other newspapers agree that a crisis is approaching, and hold that there is the smallest hope of a peace treaty being concluded. The "Lokal Anzeiger" asserts that Germany is determined to make an end of the Ukraine affair and to begin direct negotiations with the Ukraine rada.—Aus.-N.Z. Cable Assn. (152, 1309, 381, 1366)
article-body: M. Krupensky, in a dispatch dated March 1, stated that Japan desired the earliest assurance of Russia's support.—Aus.-N.Z. Cable Assn. (854, 539, 1098, 568)
dateline: London, February 7. (650, 906, 729, 916)
dateline: London, February 7. (533, 1549, 612, 1559)
table-cell: Unsuccessfully attacked (618, 849, 670, 867)
divider (629, 511, 717, 512)
lead-headline-banner (152, 44, 381, 137)
dateline: Vancouver, February 7. (639, 543, 729, 553)
article-trotsky-message (386, 499, 612, 576)
article-unique-career (733, 219, 850, 1664)
received-line: (Rec. February 8, 7.40 p.m.) (929, 366, 1023, 375)
article-body: An official dispatch from Palestine states:—"Our aeroplanes on Sunday bombed the enemy's camp at Mishich, scoring forty-seven direct hits. On Monday they bombed the same objectives, securing thirty-seven direct hits. All the machines returned. (854, 218, 1098, 256)
divider (398, 1183, 600, 1184)
article-body: The White Guards at Wasa report that civil war is in full swing in Finland. Twenty prominent Helsingfors men were murdered. Properties and farms are daily burned, pillaged, and unarmed people killed, especially in the south-west. The capture of Kemi and Tornea is greatly to the advantage of the White Guards.—Reuter. (386, 615, 612, 672)
table-row (617, 815, 729, 824)
headline: PEACE AT ANY PRICE (628, 1028, 718, 1039)
table-cell: Sunk under 1600 tons (618, 832, 693, 850)
divider (42, 572, 136, 573)
split-right (506, 1496, 613, 1857)
divider (398, 822, 600, 823)
subheadline: MAYOR RESIGNS PRESIDENCY. (30, 596, 148, 606)
advertisement-crown (617, 2074, 729, 2189)
split-left (386, 1496, 493, 1857)
column-3 (386, 44, 612, 1855)
article-body: Count Andrassy, leader of the Constitutional Party, addressing the Hungarian Parliament, denounced the idea of peace at any price. He said: "We must finish with a victory. Our enemies are agitating with the catchword, 'Dismemberment of the Monarchy,' but Hungary has not responded to the idea. He could not say the same for Austria. 'We want our every means to combat the proposal for self-determination by the nations.'"—Aus.-N.Z. Cable Assn. (617, 1071, 729, 1241)
dateline: London, February 7. (533, 1198, 612, 1208)
subheadline: TURKS SEVERELY HANDLED (915, 187, 1037, 198)
divider (629, 1704, 717, 1705)
headline: TROTSKY'S SILENCE EXPLAINED. (203, 1161, 330, 1171)
